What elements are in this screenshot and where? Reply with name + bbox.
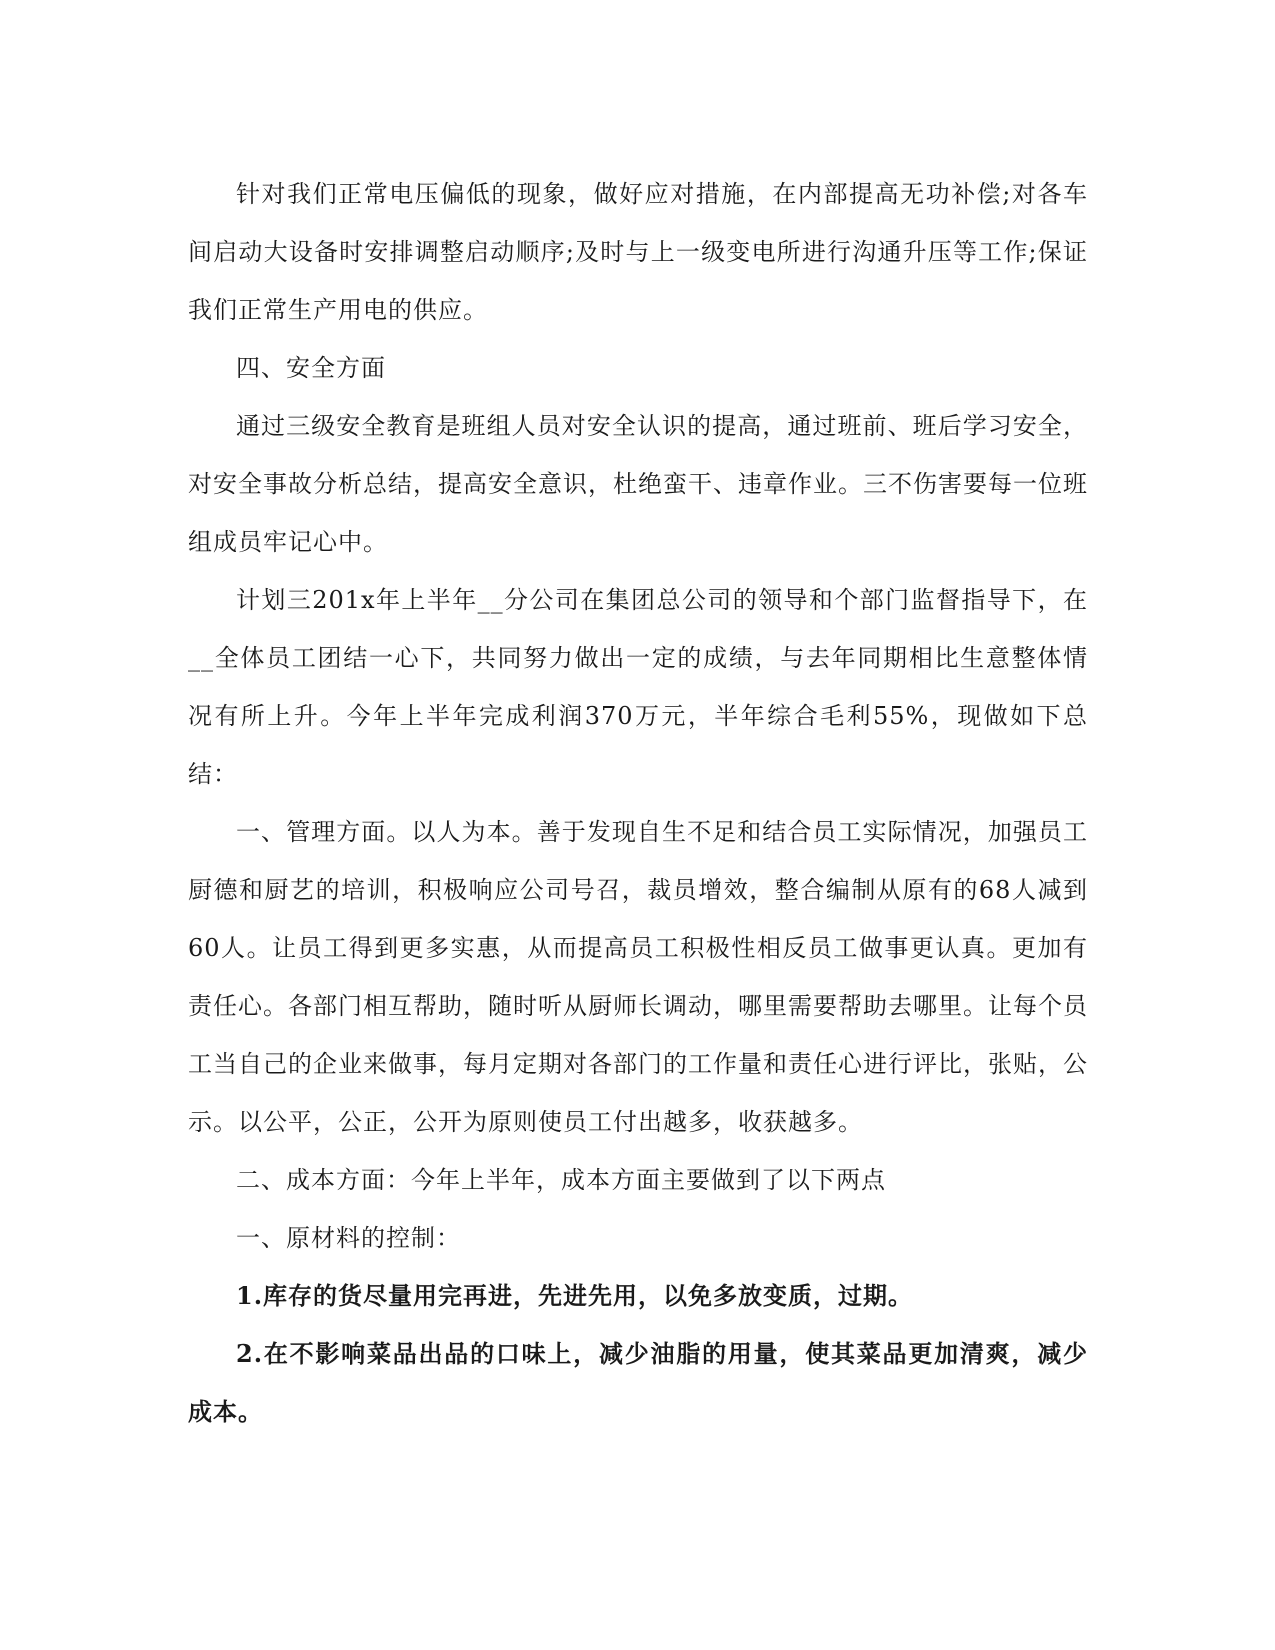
list-item-inventory: 1.库存的货尽量用完再进，先进先用，以免多放变质，过期。 — [236, 1281, 914, 1310]
paragraph-safety: 通过三级安全教育是班组人员对安全认识的提高，通过班前、班后学习安全，对安全事故分析总结，提高安全意识，杜绝蛮干、违章作业。三不伤害要每一位班组成员牢记心中。 — [188, 412, 1088, 556]
paragraph-voltage: 针对我们正常电压偏低的现象，做好应对措施，在内部提高无功补偿;对各车间启动大设备时安排调整启动顺序;及时与上一级变电所进行沟通升压等工作;保证我们正常生产用电的供应。 — [188, 180, 1088, 324]
subheading-raw-material: 一、原材料的控制： — [236, 1224, 461, 1252]
section-heading-cost: 二、成本方面：今年上半年，成本方面主要做到了以下两点 — [236, 1166, 886, 1194]
section-heading-safety: 四、安全方面 — [236, 354, 386, 382]
document-body — [188, 165, 1088, 1441]
list-item-oil-reduction: 2.在不影响菜品出品的口味上，减少油脂的用量，使其菜品更加清爽，减少成本。 — [188, 1339, 1088, 1426]
paragraph-management: 一、管理方面。以人为本。善于发现自生不足和结合员工实际情况，加强员工厨德和厨艺的培训，积极响应公司号召，裁员增效，整合编制从原有的68人减到60人。让员工得到更多实惠，从而提高员工积极性相反员工做事更认真。更加有责任心。各部门相互帮助，随时听从厨师长调动，哪里需要帮助去哪里。让每个员工当自己的企业来做事，每月定期对各部门的工作量和责任心进行评比，张贴，公示。以公平，公正，公开为原则使员工付出越多，收获越多。 — [188, 818, 1088, 1136]
paragraph-plan-three: 计划三201x年上半年__分公司在集团总公司的领导和个部门监督指导下，在__全体员工团结一心下，共同努力做出一定的成绩，与去年同期相比生意整体情况有所上升。今年上半年完成利润370万元，半年综合毛利55%，现做如下总结： — [188, 586, 1088, 788]
